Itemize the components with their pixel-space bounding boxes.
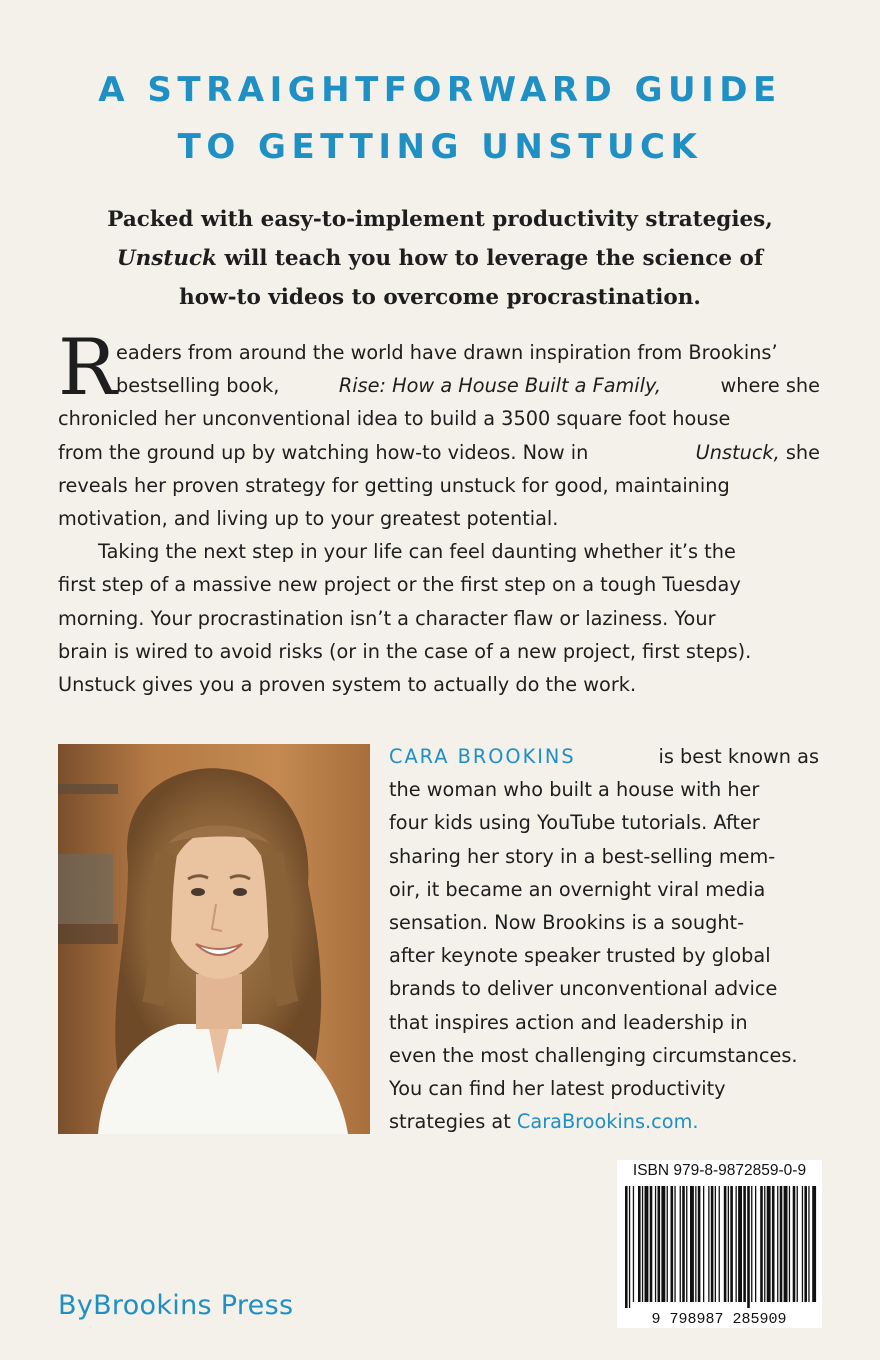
paragraph-1-line-4-end <box>696 436 820 469</box>
barcode-bar <box>802 1186 803 1302</box>
bio-line-1 <box>389 740 819 773</box>
paragraph-1-line-6: motivation, and living up to your greatest potential. <box>58 507 559 531</box>
barcode-icon <box>617 1160 822 1328</box>
paragraph-1-line-2 <box>58 369 820 402</box>
barcode-bar <box>751 1186 752 1302</box>
paragraph-2-line-2: first step of a massive new project or the first step on a tough Tuesday <box>58 573 741 597</box>
barcode-bar <box>703 1186 704 1302</box>
tagline-line-3: how-to videos to overcome procrastination. <box>179 285 701 310</box>
author-photo <box>58 744 370 1134</box>
tagline <box>60 200 820 317</box>
barcode-bar <box>695 1186 696 1302</box>
barcode-bar <box>760 1186 763 1302</box>
description <box>58 323 820 701</box>
barcode-bar <box>686 1186 687 1302</box>
barcode-bar <box>793 1186 796 1302</box>
author-website-link[interactable]: CaraBrookins.com. <box>516 1110 699 1134</box>
bio-line-12-a: strategies at <box>389 1110 511 1134</box>
paragraph-2-line-4: brain is wired to avoid risks (or in the case of a new project, first steps). <box>58 639 752 663</box>
paragraph-1-line-4 <box>58 436 820 469</box>
bio-line-7: after keynote speaker trusted by global <box>389 944 771 968</box>
paragraph-1-book-title: Rise: How a House Built a Family, <box>338 374 662 398</box>
barcode-bar <box>629 1186 630 1308</box>
barcode-bar <box>797 1186 798 1302</box>
barcode-bar <box>667 1186 668 1302</box>
barcode-bar <box>728 1186 729 1302</box>
bio-line-12 <box>389 1105 819 1138</box>
barcode-bar <box>638 1186 641 1302</box>
barcode-bar <box>743 1186 746 1302</box>
headline <box>0 62 880 176</box>
tagline-line-2-rest: will teach you how to leverage the science of <box>216 246 764 271</box>
barcode-bar <box>715 1186 716 1302</box>
bio-line-10: even the most challenging circumstances. <box>389 1043 798 1067</box>
barcode-bar <box>711 1186 714 1302</box>
barcode-bar <box>650 1186 653 1302</box>
barcode-bar <box>671 1186 674 1302</box>
author-name: CARA BROOKINS <box>389 745 576 768</box>
bio-line-4: sharing her story in a best-selling mem- <box>389 844 776 868</box>
barcode-bar <box>780 1186 783 1302</box>
bio-line-1-rest: is best known as <box>658 745 819 768</box>
tagline-line-1: Packed with easy-to-implement productivity strategies, <box>107 207 773 232</box>
paragraph-1-line-4-a: from the ground up by watching how-to videos. Now in <box>58 440 589 464</box>
barcode-bar <box>784 1186 788 1302</box>
bio-line-2: the woman who built a house with her <box>389 778 760 802</box>
barcode-bar <box>724 1186 727 1302</box>
bio-line-3: four kids using YouTube tutorials. After <box>389 811 760 835</box>
bio-line-6: sensation. Now Brookins is a sought- <box>389 911 745 935</box>
paragraph-1-line-2-b: where she <box>720 374 820 398</box>
barcode-bar <box>747 1186 750 1308</box>
barcode-bar <box>764 1186 765 1302</box>
paragraph-1-unstuck-italic: Unstuck, <box>695 440 780 464</box>
drop-cap: R <box>58 323 117 413</box>
barcode-bar <box>658 1186 661 1302</box>
isbn-label: ISBN 979-8-9872859-0-9 <box>632 1162 807 1179</box>
barcode-bar <box>755 1186 756 1302</box>
barcode-bar <box>674 1186 675 1302</box>
bio-line-9: that inspires action and leadership in <box>389 1010 748 1034</box>
paragraph-1-line-5: reveals her proven strategy for getting unstuck for good, maintaining <box>58 473 730 497</box>
barcode-bar <box>738 1186 742 1302</box>
barcode-bar <box>698 1186 701 1302</box>
barcode-bar <box>680 1186 681 1302</box>
tagline-line-2 <box>60 239 820 278</box>
barcode-bar <box>642 1186 643 1302</box>
barcode-bar <box>789 1186 790 1302</box>
publisher-name: ByBrookins Press <box>58 1290 294 1321</box>
barcode-bar <box>655 1186 656 1302</box>
barcode-bar <box>736 1186 737 1302</box>
bio-line-11: You can find her latest productivity <box>389 1077 726 1101</box>
barcode-bar <box>812 1186 816 1302</box>
paragraph-1-line-4-b: she <box>785 440 820 464</box>
paragraph-1-line-2-a: bestselling book, <box>116 374 280 398</box>
barcode-bar <box>682 1186 685 1302</box>
book-title-italic: Unstuck <box>116 246 217 271</box>
barcode-bar <box>719 1186 720 1302</box>
paragraph-1-line-3: chronicled her unconventional idea to build a 3500 square foot house <box>58 407 731 431</box>
barcode-bar <box>767 1186 771 1302</box>
bio-line-5: oir, it became an overnight viral media <box>389 877 766 901</box>
paragraph-1-line-1-text: eaders from around the world have drawn inspiration from Brookins’ <box>116 341 778 364</box>
bio-line-8: brands to deliver unconventional advice <box>389 977 778 1001</box>
barcode-bar <box>708 1186 709 1302</box>
headline-line-2: TO GETTING UNSTUCK <box>177 127 703 167</box>
barcode-bar <box>645 1186 649 1302</box>
barcode-bar <box>661 1186 665 1302</box>
barcode-bar <box>772 1186 775 1302</box>
barcode-bar <box>777 1186 778 1302</box>
barcode-bar <box>690 1186 694 1302</box>
paragraph-2-line-5: Unstuck gives you a proven system to actually do the work. <box>58 673 637 697</box>
barcode-bar <box>808 1186 809 1302</box>
barcode-bar <box>804 1186 807 1302</box>
barcode-bar <box>633 1186 634 1302</box>
barcode-bar <box>730 1186 733 1302</box>
paragraph-2-line-3: morning. Your procrastination isn’t a character flaw or laziness. Your <box>58 606 716 630</box>
barcode-digits: 9 798987 285909 <box>651 1311 787 1328</box>
author-portrait-image <box>58 744 370 1134</box>
barcode-bar <box>625 1186 628 1308</box>
barcode-block <box>617 1160 822 1328</box>
author-bio <box>389 740 819 1138</box>
paragraph-2-line-1: Taking the next step in your life can feel daunting whether it’s the <box>98 540 736 564</box>
headline-line-1: A STRAIGHTFORWARD GUIDE <box>98 70 782 110</box>
